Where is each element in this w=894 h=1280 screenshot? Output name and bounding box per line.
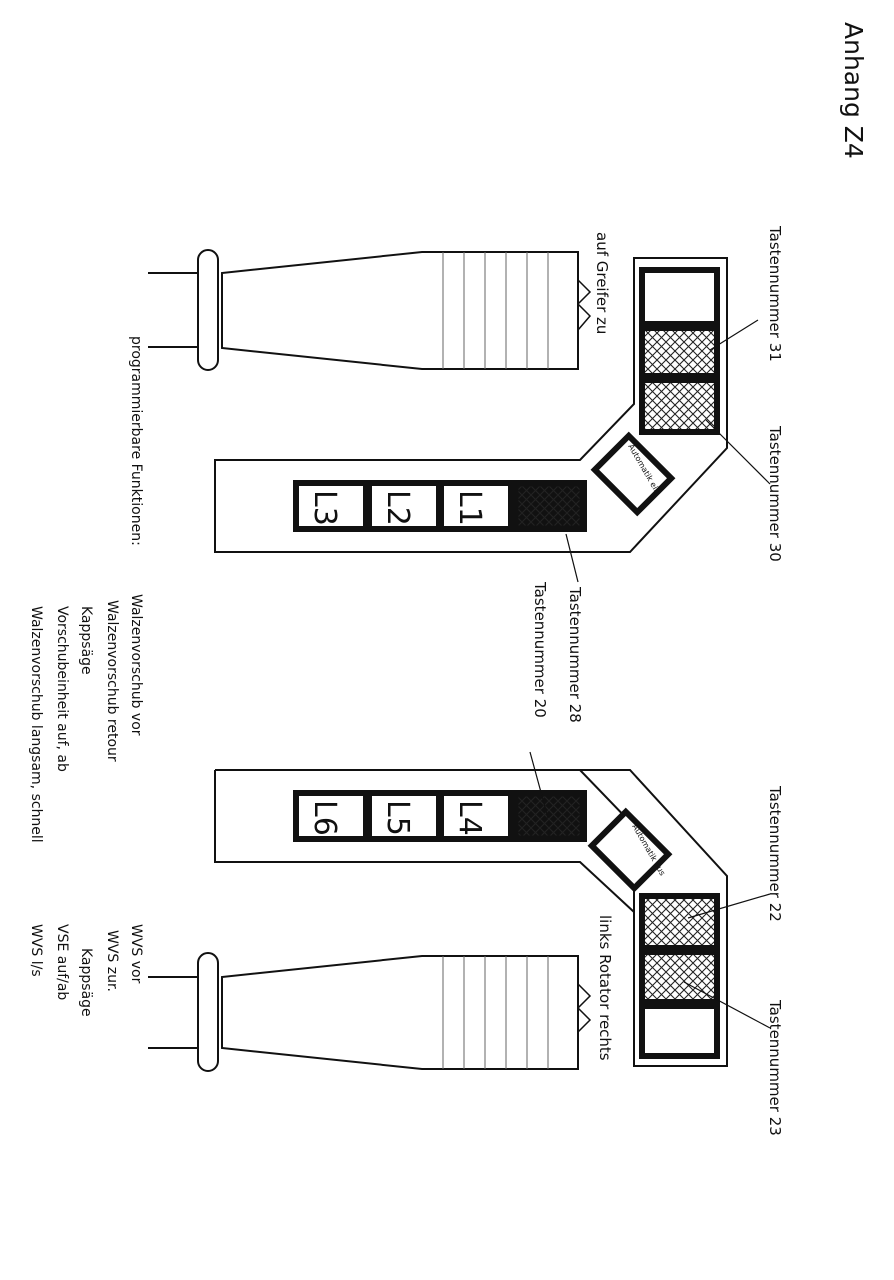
function-short-1: WVS zur. (104, 930, 120, 992)
button-taste-30[interactable] (642, 380, 717, 432)
key-L1-label: L1 (452, 490, 487, 526)
button-automatik-aus[interactable] (592, 812, 668, 888)
function-short-2: Kappsäge (78, 948, 94, 1017)
function-long-4: Walzenvorschub langsam, schnell (28, 606, 44, 843)
function-long-2: Kappsäge (78, 606, 94, 675)
function-short-4: WVS l/s (28, 924, 44, 977)
label-taste-30: Tastennummer 30 (766, 426, 784, 562)
automatik-aus-label: Automatik aus (630, 822, 668, 878)
button-empty-upper[interactable] (642, 270, 717, 324)
function-short-3: VSE auf/ab (54, 924, 70, 1001)
button-taste-31[interactable] (642, 328, 717, 376)
joystick-handle-upper (148, 250, 590, 370)
key-L5-label: L5 (380, 800, 415, 836)
joystick-handle-lower (148, 953, 590, 1071)
button-taste-20[interactable] (518, 796, 580, 836)
label-taste-31: Tastennummer 31 (766, 226, 784, 362)
label-greifer: auf Greifer zu (593, 232, 611, 335)
label-taste-28: Tastennummer 28 (566, 587, 584, 723)
button-empty-lower[interactable] (642, 1006, 717, 1056)
leader-28 (566, 534, 578, 582)
joystick-upper (148, 225, 784, 723)
leader-30 (706, 420, 770, 484)
function-long-1: Walzenvorschub retour (104, 600, 120, 762)
function-list (28, 336, 144, 1017)
function-long-3: Vorschubeinheit auf, ab (54, 606, 70, 772)
label-rotator: links Rotator rechts (596, 915, 614, 1061)
button-taste-28[interactable] (518, 486, 580, 526)
label-taste-23: Tastennummer 23 (766, 1000, 784, 1136)
key-L4-label: L4 (452, 800, 487, 836)
prog-heading: programmierbare Funktionen: (128, 336, 144, 546)
automatik-ein-label: Automatik ein (626, 442, 663, 496)
function-long-0: Walzenvorschub vor (128, 594, 144, 736)
key-L6-label: L6 (307, 800, 342, 836)
label-taste-20: Tastennummer 20 (531, 582, 549, 718)
label-taste-22: Tastennummer 22 (766, 786, 784, 922)
key-L3-label: L3 (307, 490, 342, 526)
button-taste-23[interactable] (642, 952, 717, 1002)
button-taste-22[interactable] (642, 896, 717, 948)
key-L2-label: L2 (380, 490, 415, 526)
joystick-lower (148, 581, 784, 1136)
function-short-0: WVS vor (128, 924, 144, 984)
page-title: Anhang Z4 (839, 22, 868, 159)
